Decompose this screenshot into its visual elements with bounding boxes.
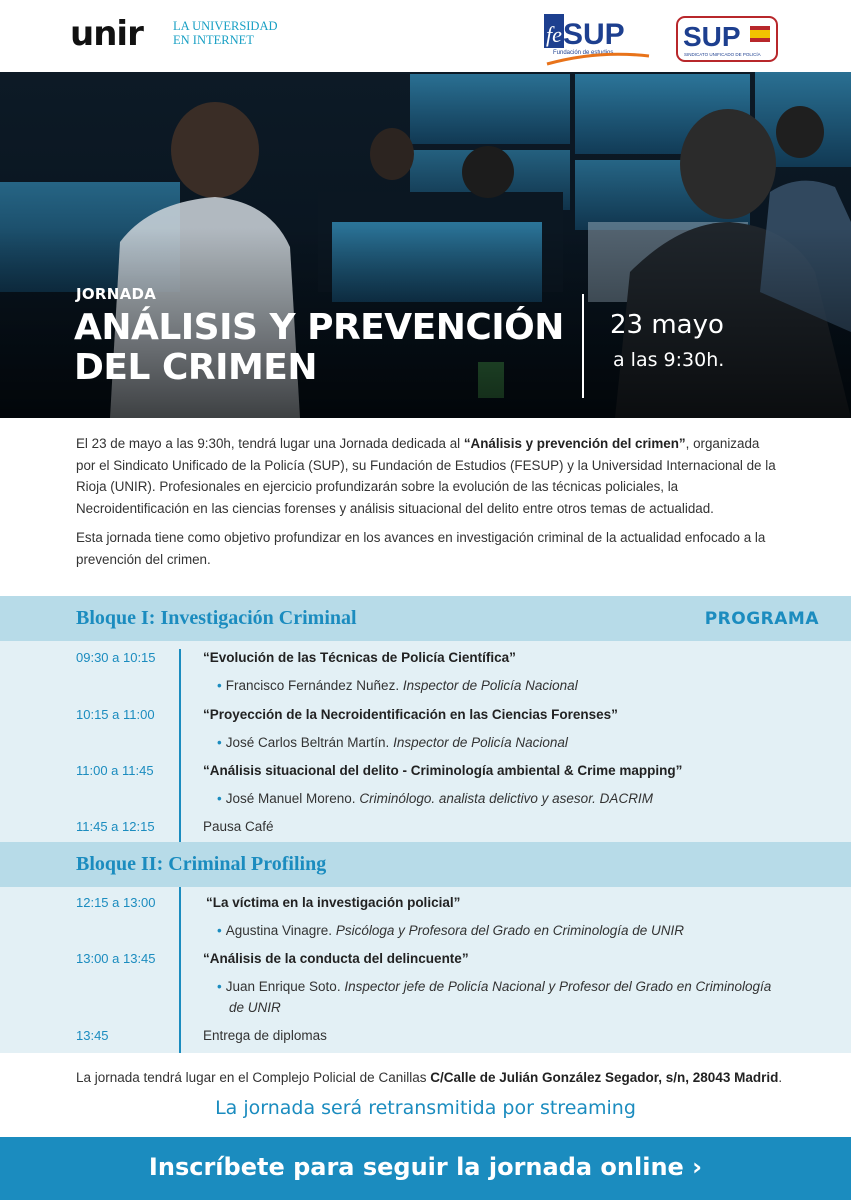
bullet-icon: • [217, 979, 222, 994]
speaker-role: Inspector de Policía Nacional [393, 735, 568, 750]
speaker-name: Juan Enrique Soto. [225, 979, 341, 994]
unir-logo: unir [70, 14, 143, 54]
slot-time: 12:15 a 13:00 [76, 895, 156, 910]
intro-paragraph-1 [76, 433, 782, 519]
block-1-header [0, 596, 851, 641]
location-address: C/Calle de Julián González Segador, s/n, 28043 Madrid [430, 1070, 779, 1085]
speaker-role: Criminólogo. analista delictivo y asesor. DACRIM [359, 791, 653, 806]
intro-text [76, 433, 782, 578]
bullet-icon: • [217, 791, 222, 806]
streaming-note: La jornada será retransmitida por streaming [215, 1097, 636, 1119]
svg-text:fe: fe [546, 22, 562, 47]
speaker-role: Psicóloga y Profesora del Grado en Criminología de UNIR [335, 923, 684, 938]
block-1-body [0, 641, 851, 842]
hero-divider [582, 294, 584, 398]
speaker-line [217, 788, 777, 809]
speaker-name: José Manuel Moreno. [225, 791, 356, 806]
speaker-name: Agustina Vinagre. [225, 923, 333, 938]
slot-time: 09:30 a 10:15 [76, 650, 156, 665]
timeline-divider [179, 887, 181, 1053]
speaker-name: Francisco Fernández Nuñez. [225, 678, 400, 693]
svg-text:SUP: SUP [563, 18, 625, 51]
block-2-body [0, 887, 851, 1053]
unir-tagline-line1: LA UNIVERSIDAD [173, 19, 278, 33]
hero-banner [0, 72, 851, 418]
signup-cta-button[interactable] [0, 1137, 851, 1200]
hero-title-line2: DEL CRIMEN [74, 347, 318, 388]
location-text: La jornada tendrá lugar en el Complejo Policial de Canillas [76, 1070, 431, 1085]
speaker-name: José Carlos Beltrán Martín. [225, 735, 390, 750]
slot-time: 11:45 a 12:15 [76, 819, 155, 834]
programa-label: PROGRAMA [704, 609, 819, 629]
location-end: . [778, 1070, 783, 1085]
svg-text:SUP: SUP [683, 21, 741, 52]
slot-time: 10:15 a 11:00 [76, 707, 155, 722]
location-note [76, 1070, 782, 1085]
timeline-divider [179, 649, 181, 842]
fesup-logo [541, 10, 653, 72]
speaker-line [217, 675, 777, 696]
intro-p1-title: “Análisis y prevención del crimen” [463, 436, 686, 451]
unir-tagline-line2: EN INTERNET [173, 33, 254, 47]
speaker-line [217, 732, 777, 753]
slot-time: 11:00 a 11:45 [76, 763, 154, 778]
talk-title: “Análisis de la conducta del delincuente” [203, 951, 469, 966]
event-time: a las 9:30h. [613, 349, 725, 371]
slot-time: 13:45 [76, 1028, 109, 1043]
block-1-title: Bloque I: Investigación Criminal [76, 607, 357, 629]
break-label: Pausa Café [203, 819, 274, 834]
svg-text:Fundación de estudios: Fundación de estudios [553, 50, 614, 56]
talk-title: “Evolución de las Técnicas de Policía Científica” [203, 650, 516, 665]
talk-title: “Análisis situacional del delito - Criminología ambiental & Crime mapping” [203, 763, 683, 778]
sup-logo [676, 16, 778, 62]
block-2-header [0, 842, 851, 887]
bullet-icon: • [217, 923, 222, 938]
intro-p1-start: El 23 de mayo a las 9:30h, tendrá lugar una Jornada dedicada al [76, 436, 464, 451]
bullet-icon: • [217, 678, 222, 693]
speaker-role: Inspector de Policía Nacional [402, 678, 578, 693]
speaker-line [217, 920, 777, 941]
unir-tagline [173, 19, 278, 47]
bullet-icon: • [217, 735, 222, 750]
svg-text:SINDICATO UNIFICADO DE POLICÍA: SINDICATO UNIFICADO DE POLICÍA [684, 52, 761, 57]
block-2-title: Bloque II: Criminal Profiling [76, 853, 327, 875]
hero-kicker: JORNADA [76, 285, 157, 303]
speaker-line [217, 976, 777, 1018]
closing-label: Entrega de diplomas [203, 1028, 327, 1043]
header [0, 0, 851, 72]
intro-paragraph-2: Esta jornada tiene como objetivo profundizar en los avances en investigación criminal de la actualidad enfocado a la prevención del crimen. [76, 530, 766, 567]
hero-title [74, 308, 564, 388]
talk-title: “La víctima en la investigación policial” [206, 895, 461, 910]
signup-cta-label[interactable]: Inscríbete para seguir la jornada online › [148, 1153, 703, 1181]
intro-p1-end: , organizada por el Sindicato Unificado de la Policía (SUP), su Fundación de Estudios (FESUP) y la Universidad Internacional de la Rioja (UNIR). Profesionales en ejercicio profundizarán sobre la evolución de las técnicas policiales, la Necroidentificación en las ciencias forenses y análisis situacional del delito entre otros temas de actualidad. [76, 436, 776, 516]
event-date: 23 mayo [610, 310, 724, 340]
talk-title: “Proyección de la Necroidentificación en las Ciencias Forenses” [203, 707, 618, 722]
hero-title-line1: ANÁLISIS Y PREVENCIÓN [74, 307, 564, 348]
slot-time: 13:00 a 13:45 [76, 951, 156, 966]
speaker-role: Inspector jefe de Policía Nacional y Profesor del Grado en Criminología de UNIR [229, 979, 772, 1015]
